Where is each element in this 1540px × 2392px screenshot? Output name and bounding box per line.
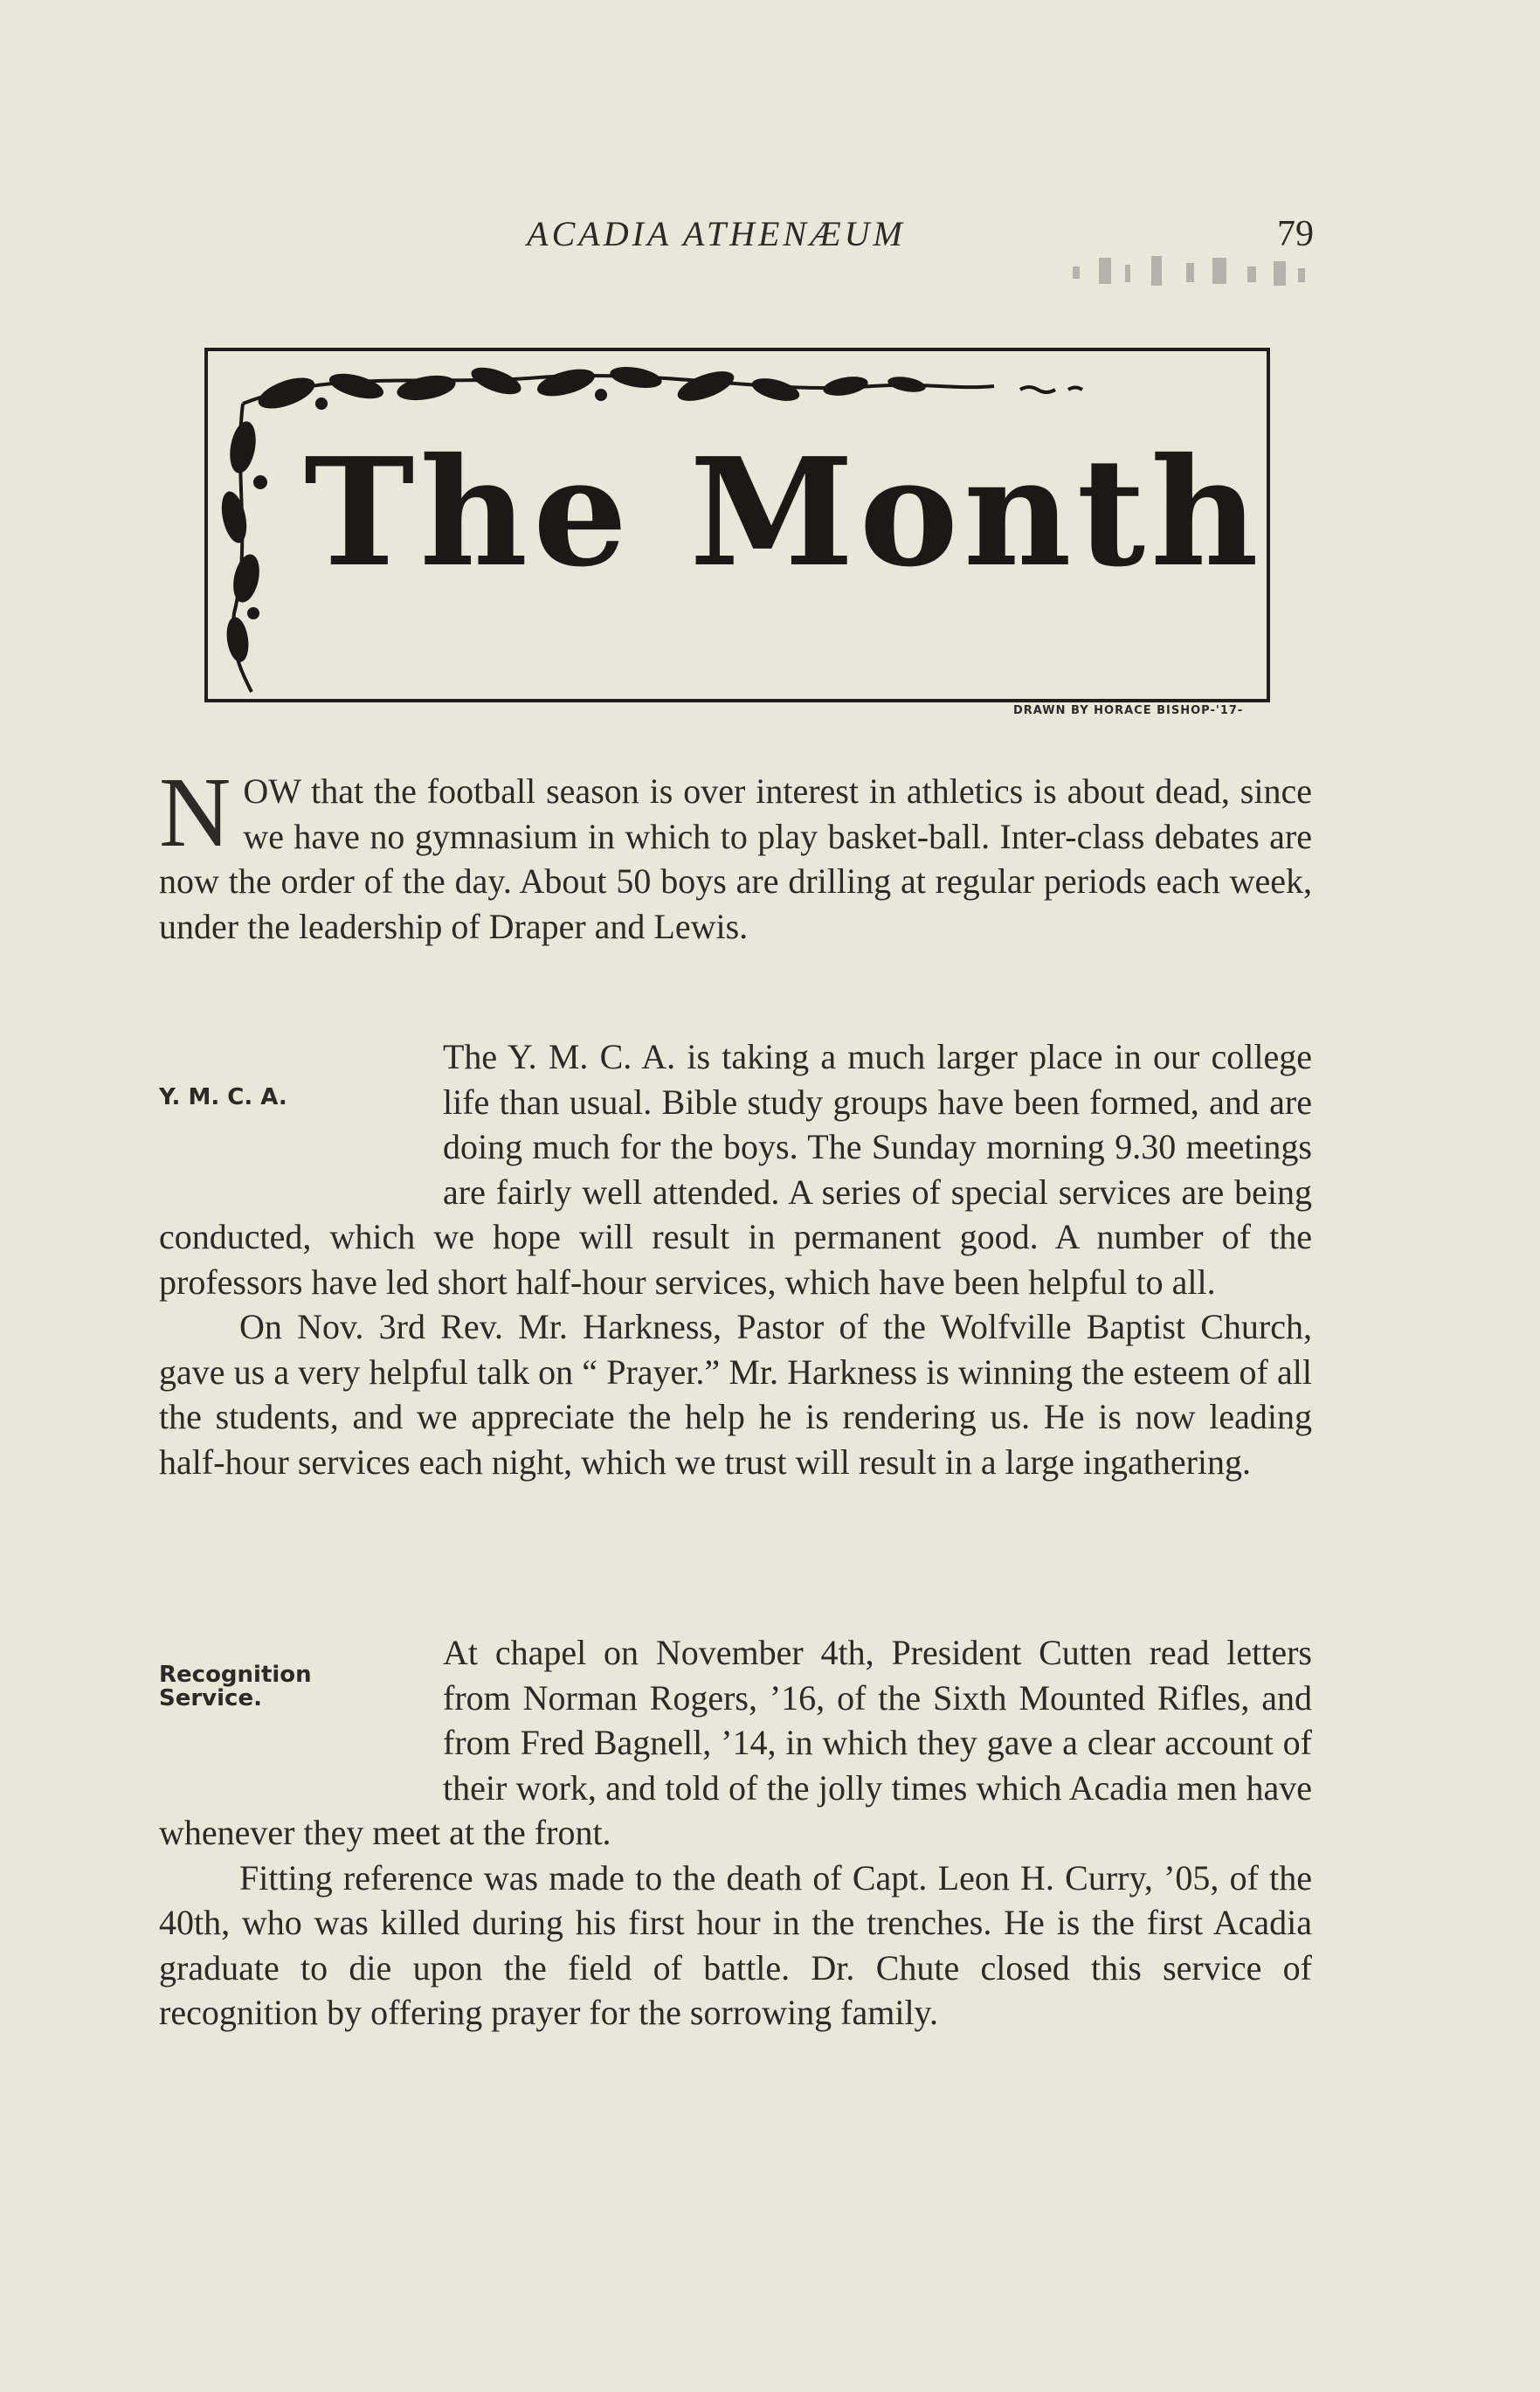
sidenote-recognition-line1: Recognition: [159, 1662, 312, 1688]
running-title: ACADIA ATHENÆUM: [527, 214, 906, 253]
illustration-credit: DRAWN BY HORACE BISHOP-'17-: [1013, 704, 1244, 717]
recognition-paragraph-2: Fitting reference was made to the death of Capt. Leon H. Curry, ’05, of the 40th, who was killed during his first hour in the trenches. He is the first Acadia graduate to die upon the field of battle. Dr. Chute closed this service of recognition by offering prayer for the sorrowing family.: [159, 1857, 1312, 2032]
ymca-paragraph-1: The Y. M. C. A. is taking a much larger place in our college life than usual. Bible study groups have been formed, and are doing much for the boys. The Sunday morning 9.30 meetings are fairly well attended. A series of special services are being conducted, which we hope will result in permanent good. A number of the professors have led short half-hour services, which have been helpful to all.: [159, 1037, 1312, 1302]
intro-paragraph: [159, 757, 1312, 949]
banner-title: The Month: [304, 425, 1264, 600]
sidenote-ymca: Y. M. C. A.: [159, 1084, 287, 1110]
sidenote-gap: [159, 1034, 443, 1170]
page-number: 79: [1277, 214, 1314, 254]
the-month-banner: [204, 348, 1270, 702]
sidenote-gap: [159, 1630, 443, 1766]
sidenote-recognition-line2: Service.: [159, 1685, 262, 1711]
ymca-section: [159, 1034, 1312, 1484]
recognition-section: [159, 1630, 1312, 2036]
ymca-paragraph-2: On Nov. 3rd Rev. Mr. Harkness, Pastor of the Wolfville Baptist Church, gave us a very helpful talk on “ Prayer.” Mr. Harkness is winning the esteem of all the students, and we appreciate the help he is rendering us. He is now leading half-hour services each night, which we trust will result in a large ingathering.: [159, 1307, 1312, 1482]
drop-cap: N: [159, 757, 231, 868]
faded-stamp-mark: [1064, 249, 1317, 301]
recognition-paragraph-1: At chapel on November 4th, President Cutten read letters from Norman Rogers, ’16, of the Sixth Mounted Rifles, and from Fred Bagnell, ’14, in which they gave a clear account of their work, and told of the jolly times which Acadia men have whenever they meet at the front.: [159, 1633, 1312, 1852]
intro-text: OW that the football season is over interest in athletics is about dead, since we have no gymnasium in which to play basket-ball. Inter-class debates are now the order of the day. About 50 boys are drilling at regular periods each week, under the leadership of Draper and Lewis.: [159, 771, 1312, 946]
